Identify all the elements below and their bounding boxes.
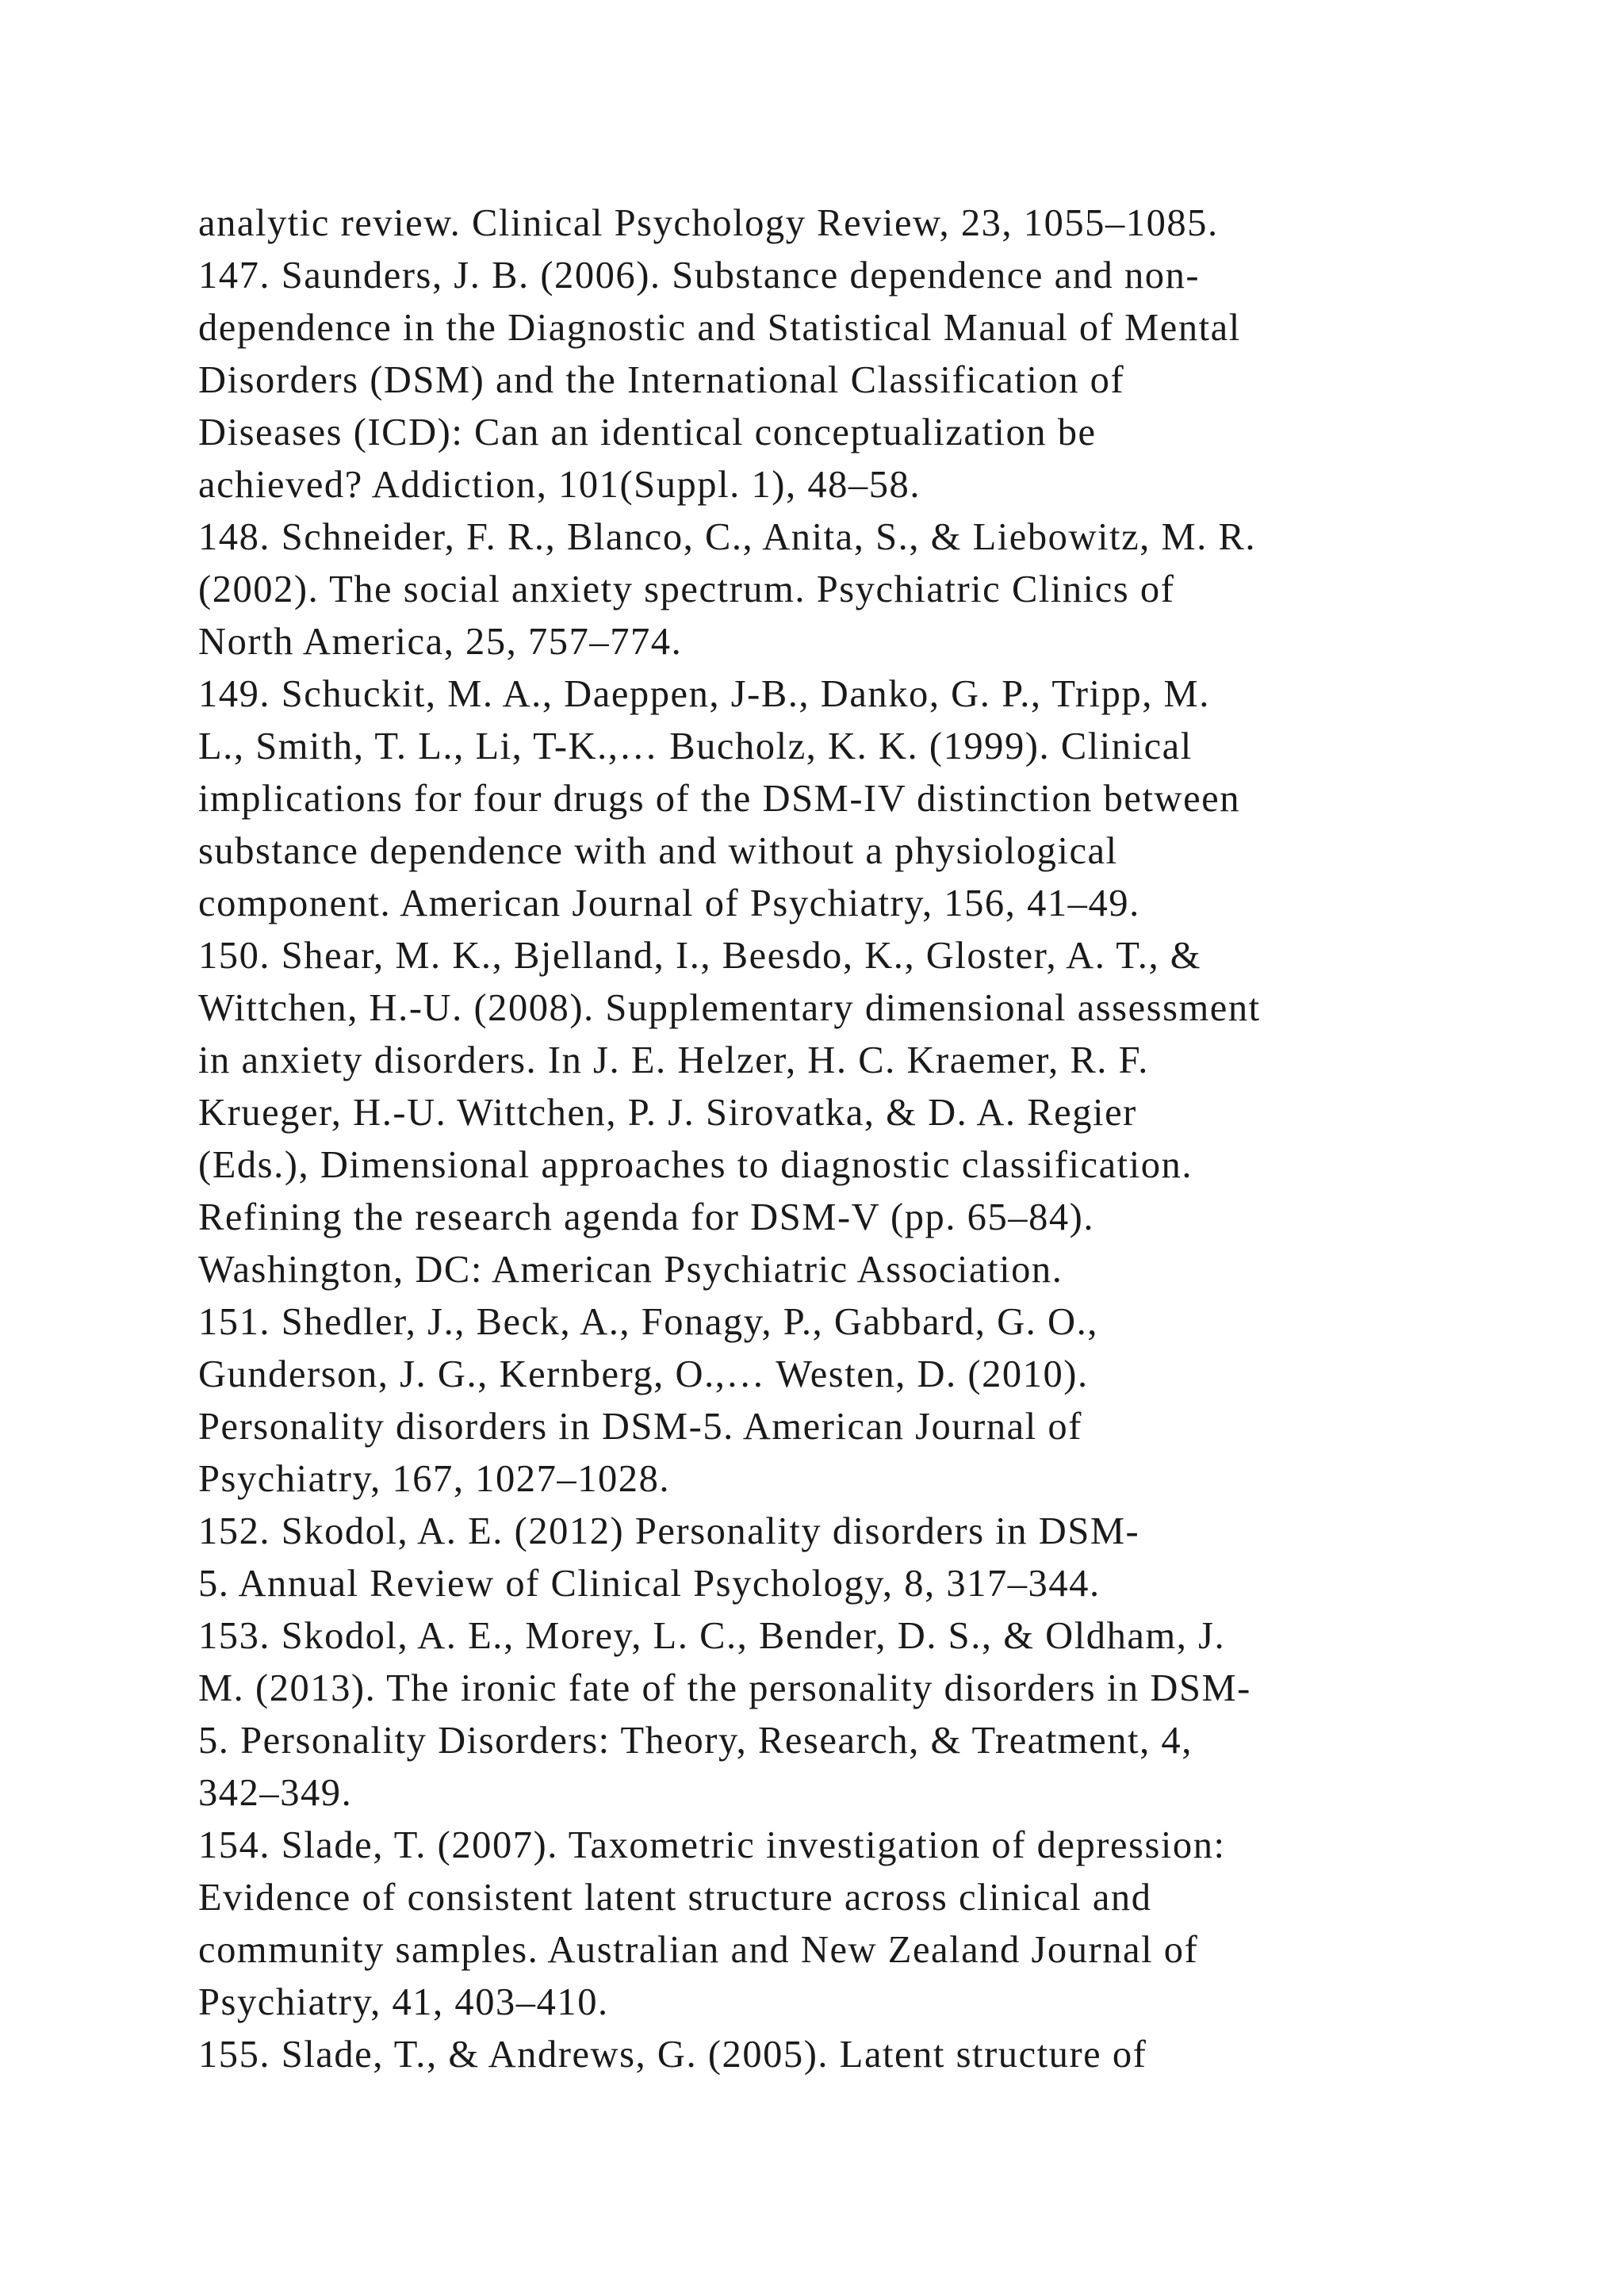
text-line: L., Smith, T. L., Li, T-K.,… Bucholz, K. K. (1999). Clinical [198, 725, 1193, 767]
text-line: 147. Saunders, J. B. (2006). Substance dependence and non- [198, 254, 1201, 297]
text-line: (2002). The social anxiety spectrum. Psychiatric Clinics of [198, 568, 1175, 610]
text-line: 153. Skodol, A. E., Morey, L. C., Bender, D. S., & Oldham, J. [198, 1615, 1226, 1657]
text-line: M. (2013). The ironic fate of the personality disorders in DSM- [198, 1667, 1251, 1709]
text-line: Wittchen, H.-U. (2008). Supplementary dimensional assessment [198, 987, 1261, 1029]
text-line: Personality disorders in DSM-5. American Journal of [198, 1406, 1082, 1448]
text-line: (Eds.), Dimensional approaches to diagnostic classification. [198, 1144, 1193, 1186]
text-line: 5. Personality Disorders: Theory, Research, & Treatment, 4, [198, 1720, 1193, 1762]
text-line: Gunderson, J. G., Kernberg, O.,… Westen, D. (2010). [198, 1353, 1089, 1395]
text-line: 151. Shedler, J., Beck, A., Fonagy, P., Gabbard, G. O., [198, 1301, 1098, 1343]
text-line: Refining the research agenda for DSM-V (pp. 65–84). [198, 1196, 1095, 1238]
text-line: Psychiatry, 167, 1027–1028. [198, 1458, 671, 1500]
text-line: 150. Shear, M. K., Bjelland, I., Beesdo, K., Gloster, A. T., & [198, 935, 1202, 977]
text-line: achieved? Addiction, 101(Suppl. 1), 48–58. [198, 464, 921, 506]
text-line: implications for four drugs of the DSM-IV distinction between [198, 778, 1241, 820]
text-line: Psychiatry, 41, 403–410. [198, 1981, 609, 2023]
text-line: Disorders (DSM) and the International Classification of [198, 359, 1125, 401]
reference-list [198, 197, 1546, 2081]
text-line: analytic review. Clinical Psychology Review, 23, 1055–1085. [198, 202, 1219, 244]
text-line: 155. Slade, T., & Andrews, G. (2005). Latent structure of [198, 2034, 1147, 2076]
text-line: Diseases (ICD): Can an identical conceptualization be [198, 411, 1097, 453]
text-line: substance dependence with and without a physiological [198, 830, 1118, 872]
text-line: 152. Skodol, A. E. (2012) Personality disorders in DSM- [198, 1510, 1140, 1552]
text-line: Evidence of consistent latent structure across clinical and [198, 1877, 1152, 1919]
text-line: dependence in the Diagnostic and Statistical Manual of Mental [198, 307, 1241, 349]
text-line: North America, 25, 757–774. [198, 621, 683, 663]
text-line: component. American Journal of Psychiatry, 156, 41–49. [198, 882, 1140, 924]
text-line: community samples. Australian and New Zealand Journal of [198, 1929, 1199, 1971]
text-line: 154. Slade, T. (2007). Taxometric investigation of depression: [198, 1824, 1226, 1866]
text-line: 342–349. [198, 1772, 353, 1814]
text-line: in anxiety disorders. In J. E. Helzer, H. C. Kraemer, R. F. [198, 1039, 1149, 1081]
text-line: 149. Schuckit, M. A., Daeppen, J-B., Danko, G. P., Tripp, M. [198, 673, 1210, 715]
text-line: 5. Annual Review of Clinical Psychology, 8, 317–344. [198, 1563, 1101, 1605]
text-line: Washington, DC: American Psychiatric Association. [198, 1249, 1063, 1291]
text-line: 148. Schneider, F. R., Blanco, C., Anita, S., & Liebowitz, M. R. [198, 516, 1257, 558]
text-line: Krueger, H.-U. Wittchen, P. J. Sirovatka, & D. A. Regier [198, 1092, 1137, 1134]
